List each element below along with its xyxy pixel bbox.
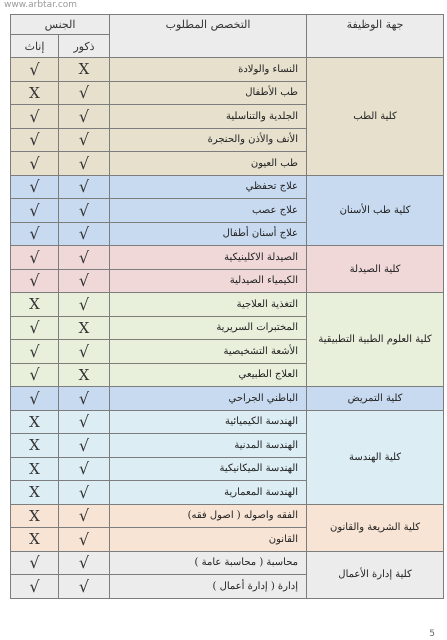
male-mark: √	[59, 481, 110, 505]
header-department: جهة الوظيفة	[307, 15, 444, 58]
table-row	[11, 504, 444, 528]
department-cell: كلية التمريض	[307, 387, 444, 411]
table-row	[11, 551, 444, 575]
male-mark: √	[59, 387, 110, 411]
female-mark: X	[11, 410, 59, 434]
male-mark: √	[59, 293, 110, 317]
specialty-cell: الصيدلة الاكلينيكية	[110, 246, 307, 270]
male-mark: X	[59, 58, 110, 82]
female-mark: X	[11, 457, 59, 481]
male-mark: √	[59, 575, 110, 599]
female-mark: √	[11, 152, 59, 176]
specialty-cell: الباطني الجراحي	[110, 387, 307, 411]
specialty-cell: الأنف والأذن والحنجرة	[110, 128, 307, 152]
specialty-cell: الأشعة التشخيصية	[110, 340, 307, 364]
female-mark: X	[11, 434, 59, 458]
female-mark: X	[11, 481, 59, 505]
specialty-cell: القانون	[110, 528, 307, 552]
male-mark: X	[59, 316, 110, 340]
male-mark: √	[59, 81, 110, 105]
male-mark: √	[59, 504, 110, 528]
department-cell: كلية إدارة الأعمال	[307, 551, 444, 598]
male-mark: √	[59, 340, 110, 364]
specialty-cell: محاسبة ( محاسبة عامة )	[110, 551, 307, 575]
female-mark: √	[11, 316, 59, 340]
male-mark: √	[59, 457, 110, 481]
male-mark: √	[59, 551, 110, 575]
female-mark: √	[11, 199, 59, 223]
male-mark: √	[59, 410, 110, 434]
department-cell: كلية الهندسة	[307, 410, 444, 504]
male-mark: √	[59, 175, 110, 199]
female-mark: X	[11, 293, 59, 317]
female-mark: √	[11, 58, 59, 82]
male-mark: √	[59, 199, 110, 223]
female-mark: X	[11, 528, 59, 552]
specialty-cell: علاج تحفظي	[110, 175, 307, 199]
female-mark: √	[11, 105, 59, 129]
department-cell: كلية الطب	[307, 58, 444, 176]
female-mark: X	[11, 81, 59, 105]
male-mark: √	[59, 246, 110, 270]
female-mark: X	[11, 504, 59, 528]
watermark: www.arbtar.com	[4, 0, 78, 10]
specialty-cell: المختبرات السريرية	[110, 316, 307, 340]
female-mark: √	[11, 128, 59, 152]
male-mark: √	[59, 152, 110, 176]
table-body	[11, 58, 444, 599]
female-mark: √	[11, 222, 59, 246]
female-mark: √	[11, 575, 59, 599]
specialty-cell: الهندسة المدنية	[110, 434, 307, 458]
specialty-cell: علاج عصب	[110, 199, 307, 223]
female-mark: √	[11, 340, 59, 364]
table-row	[11, 410, 444, 434]
department-cell: كلية طب الأسنان	[307, 175, 444, 246]
department-cell: كلية الشريعة والقانون	[307, 504, 444, 551]
table-row	[11, 293, 444, 317]
female-mark: √	[11, 387, 59, 411]
specialty-cell: الهندسة الكيميائية	[110, 410, 307, 434]
female-mark: √	[11, 269, 59, 293]
specialty-cell: الفقه واصوله ( اصول فقه)	[110, 504, 307, 528]
jobs-table	[10, 14, 444, 599]
specialty-cell: إدارة ( إدارة أعمال )	[110, 575, 307, 599]
specialty-cell: طب العيون	[110, 152, 307, 176]
male-mark: √	[59, 222, 110, 246]
specialty-cell: طب الأطفال	[110, 81, 307, 105]
male-mark: √	[59, 105, 110, 129]
page-number: 5	[429, 629, 435, 639]
male-mark: √	[59, 434, 110, 458]
department-cell: كلية الصيدلة	[307, 246, 444, 293]
specialty-cell: التغذية العلاجية	[110, 293, 307, 317]
male-mark: √	[59, 269, 110, 293]
department-cell: كلية العلوم الطبية التطبيقية	[307, 293, 444, 387]
specialty-cell: علاج أسنان أطفال	[110, 222, 307, 246]
male-mark: √	[59, 528, 110, 552]
specialty-cell: الكيمياء الصيدلية	[110, 269, 307, 293]
specialty-cell: النساء والولادة	[110, 58, 307, 82]
header-gender: الجنس	[11, 15, 110, 35]
specialty-cell: الجلدية والتناسلية	[110, 105, 307, 129]
female-mark: √	[11, 175, 59, 199]
specialty-cell: الهندسة المعمارية	[110, 481, 307, 505]
male-mark: √	[59, 128, 110, 152]
header-female: إناث	[11, 35, 59, 58]
female-mark: √	[11, 246, 59, 270]
table-row	[11, 58, 444, 82]
header-specialty: التخصص المطلوب	[110, 15, 307, 58]
specialty-cell: العلاج الطبيعي	[110, 363, 307, 387]
specialty-cell: الهندسة الميكانيكية	[110, 457, 307, 481]
female-mark: √	[11, 363, 59, 387]
female-mark: √	[11, 551, 59, 575]
table-row	[11, 387, 444, 411]
table-row	[11, 175, 444, 199]
male-mark: X	[59, 363, 110, 387]
header-male: ذكور	[59, 35, 110, 58]
table-row	[11, 246, 444, 270]
